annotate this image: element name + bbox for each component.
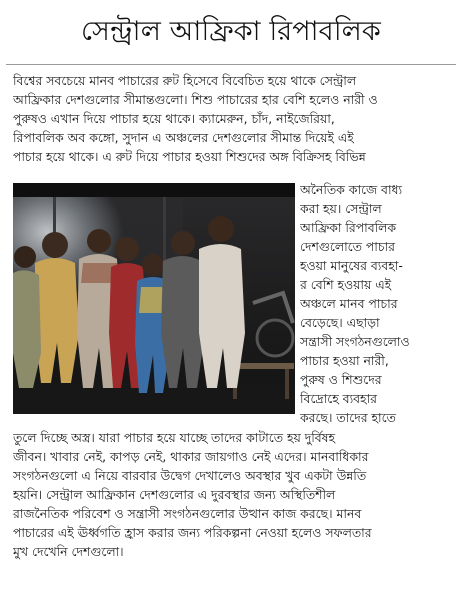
- body-line: বিশ্বের সবচেয়ে মানব পাচারের রুট হিসেবে বিবেচিত হয়ে থাকে সেন্ট্রাল: [13, 73, 357, 88]
- body-line: সন্ত্রাসী সংগঠনগুলোও: [300, 334, 410, 349]
- body-line: জীবন। খাবার নেই, কাপড় নেই, থাকার জায়গাও নেই এদের। মানবাধিকার: [13, 449, 369, 464]
- body-line: রাজনৈতিক পরিবেশ ও সন্ত্রাসী সংগঠনগুলোর উত্থান কাজ করছে। মানব: [13, 506, 362, 521]
- body-line: অঞ্চলে মানব পাচার: [300, 296, 398, 311]
- body-line: পাচার হয়ে থাকে। এ রুট দিয়ে পাচার হওয়া শিশুদের অঙ্গ বিক্রিসহ বিভিন্ন: [13, 149, 366, 164]
- body-line: রিপাবলিক অব কঙ্গো, সুদান এ অঞ্চলের দেশগুলোর সীমান্ত দিয়েই এই: [13, 130, 354, 145]
- article-photo: [13, 183, 295, 414]
- body-line: বেড়েছে। এছাড়া: [300, 315, 380, 330]
- body-line: আফ্রিকার দেশগুলোর সীমান্তগুলো। শিশু পাচারের হার বেশি হলেও নারী ও: [13, 92, 378, 107]
- body-line: দেশগুলোতে পাচার: [300, 239, 395, 254]
- body-line: পুরুষও এখান দিয়ে পাচার হয়ে থাকে। ক্যামেরুন, চাঁদ, নাইজেরিয়া,: [13, 111, 335, 126]
- body-line: পাচারের এই ঊর্ধ্বগতি হ্রাস করার জন্য পরিকল্পনা নেওয়া হলেও সফলতার: [13, 525, 372, 540]
- body-line: র বেশি হওয়ায় এই: [300, 277, 392, 292]
- body-line: পুরুষ ও শিশুদের: [300, 372, 382, 387]
- body-line: করা হয়। সেন্ট্রাল: [300, 201, 382, 216]
- body-line: তুলে দিচ্ছে অস্ত্র। যারা পাচার হয়ে যাচ্ছে তাদের কাটাতে হয় দুর্বিষহ: [13, 430, 335, 445]
- body-line: পাচার হওয়া নারী,: [300, 353, 389, 368]
- body-line: আফ্রিকা রিপাবলিক: [300, 220, 397, 235]
- headline-divider: [6, 64, 456, 65]
- body-line: হয়নি। সেন্ট্রাল আফ্রিকান দেশগুলোর এ দুরবস্থার জন্য অস্থিতিশীল: [13, 487, 336, 502]
- article-headline: সেন্ট্রাল আফ্রিকা রিপাবলিক: [81, 16, 381, 47]
- photo-trafficked-people: [13, 183, 295, 414]
- body-line: হওয়া মানুষের ব্যবহা-: [300, 258, 403, 273]
- body-line: করছে। তাদের হাতে: [300, 410, 396, 425]
- body-line: বিদ্রোহে ব্যবহার: [300, 391, 377, 406]
- body-line: মুখ দেখেনি দেশগুলো।: [13, 544, 124, 559]
- body-line: অনৈতিক কাজে বাধ্য: [300, 182, 403, 197]
- body-line: সংগঠনগুলো এ নিয়ে বারবার উদ্বেগ দেখালেও অবস্থার খুব একটা উন্নতি: [13, 468, 367, 483]
